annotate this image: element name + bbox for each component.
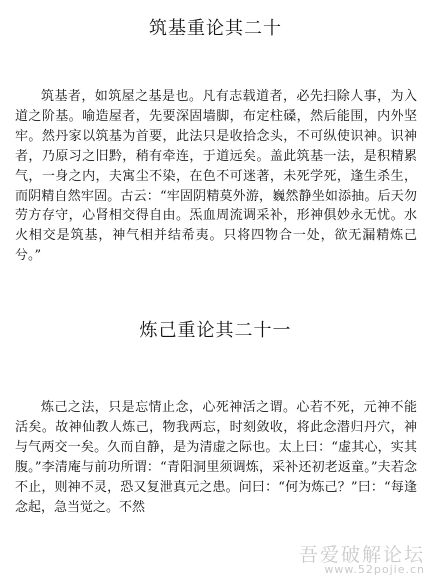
watermark-text: 吾爱破解论坛 [298,544,425,566]
section-body-1: 筑基者，如筑屋之基是也。凡有志载道者，必先扫除人事，为入道之阶基。喻造屋者，先要深固墙脚，布定柱磉，然后能围，内外坚牢。然丹家以筑基为首要，此法只是收拾念头，不可纵使识神。识神者，乃原习之旧黔，稍有牵连，于道远矣。盖此筑基一法，是积精累气，一身之内，夫寓尘不染，在色不可迷著，未死学死，逢生杀生，而阴精自然牢固。古云：“牢固阴精莫外游，巍然静坐如添抽。后天勿劳方存守，心肾相交得自由。炁血周流调采补，形神俱妙永无忧。水火相交是筑基，神气相并结希夷。只将四物合一处，欲无漏精炼己兮。” [15,89,417,264]
watermark-url: www.52pojie.cn [324,563,425,576]
section-body-2: 炼己之法，只是忘情止念，心死神活之谓。心若不死，元神不能活矣。故神仙教人炼己，物我两忘，时刻敛收，将此念潜归丹穴，神与气两交一矣。久而自静，是为清虚之际也。太上曰：“虚其心，实其腹。”李清庵与前功所谓：“青阳洞里须调炼，采补还初老返童。”夫若念不止，则神不灵，恐又复泄真元之患。问曰：“何为炼己？”曰：“每逢念起，急当觉之。不然 [15,400,417,515]
section-title-2: 炼己重论其二十一 [139,320,292,341]
section-title-1: 筑基重论其二十 [149,18,282,39]
